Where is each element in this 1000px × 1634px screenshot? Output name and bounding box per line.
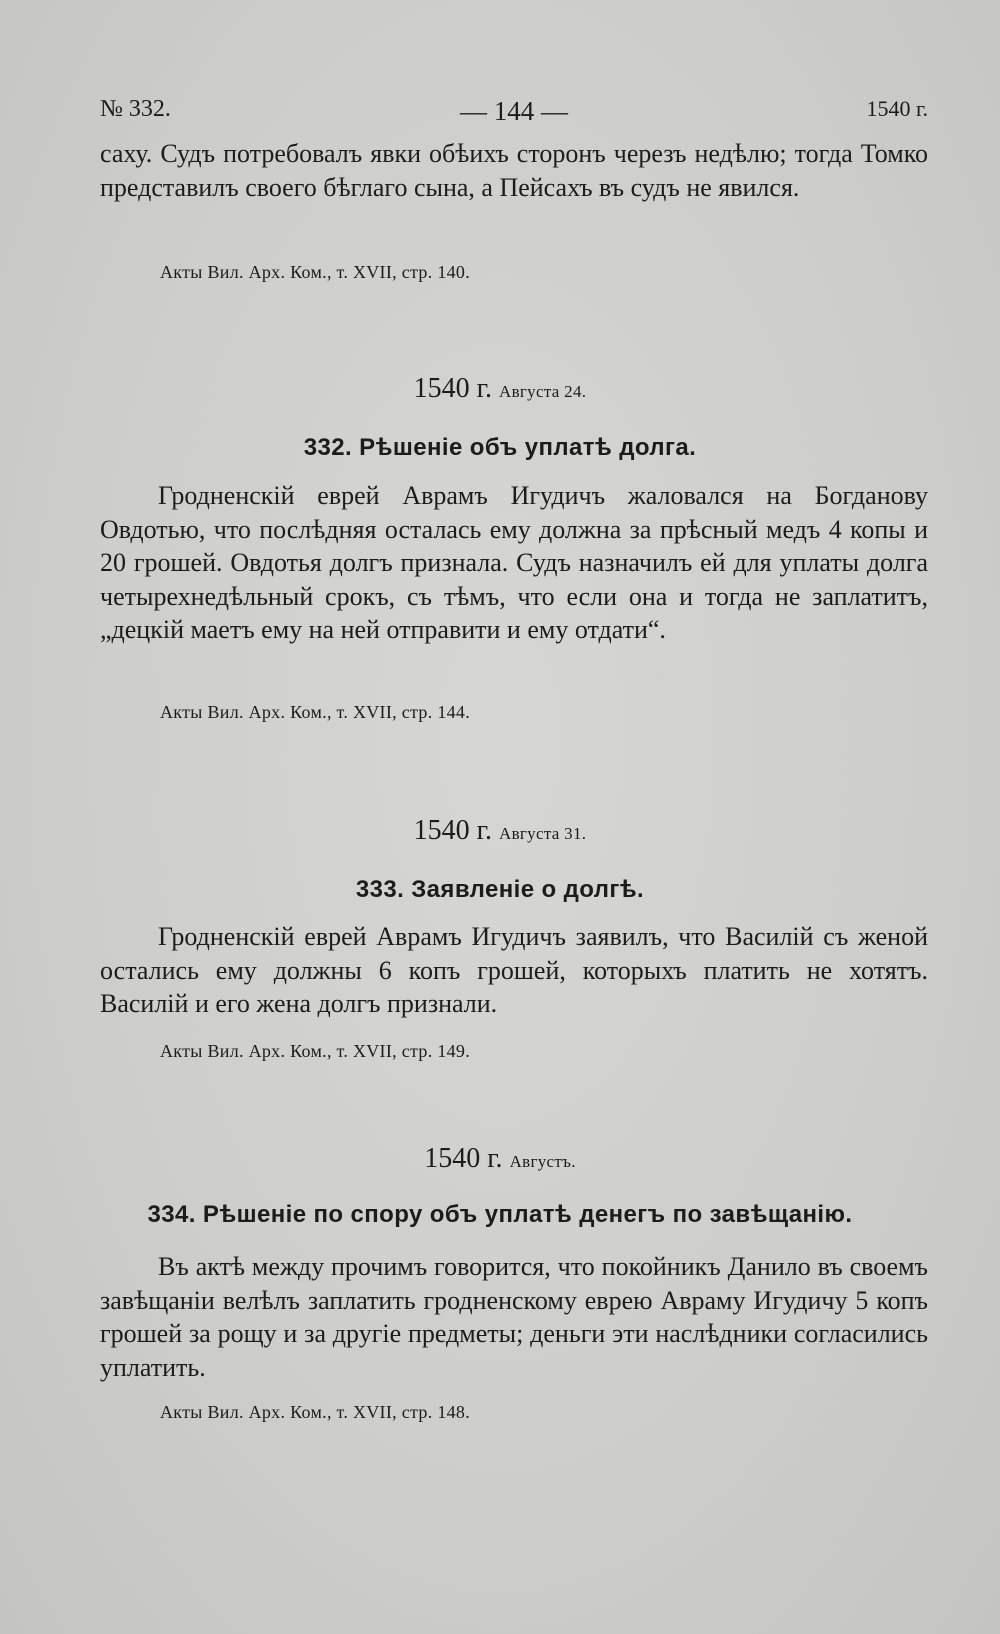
entry-paragraph: Въ актѣ между прочимъ говорится, что покойникъ Данило въ своемъ завѣщаніи велѣлъ заплатить гродненскому еврею Авраму Игудичу 5 копъ грошей за рощу и за другіе предметы; деньги эти наслѣдники согласились уплатить. [100, 1252, 928, 1382]
entry-date-year: 1540 г. [413, 373, 492, 404]
entry-date [0, 1143, 1000, 1175]
entry-title: 334. Рѣшеніе по спору объ уплатѣ денегъ по завѣщанію. [147, 1201, 853, 1228]
entry-title: 332. Рѣшеніе объ уплатѣ долга. [303, 434, 697, 461]
entry-date-year: 1540 г. [413, 815, 492, 846]
entry-title: 333. Заявленіе о долгѣ. [355, 876, 645, 903]
entry-reference: Акты Вил. Арх. Ком., т. XVII, стр. 144. [160, 702, 471, 722]
entry-reference: Акты Вил. Арх. Ком., т. XVII, стр. 148. [160, 1402, 471, 1422]
document-number: № 332. [100, 96, 171, 122]
continuation-reference: Акты Вил. Арх. Ком., т. XVII, стр. 140. [160, 262, 471, 282]
continuation-paragraph: саху. Судъ потребовалъ явки обѣихъ сторонъ черезъ недѣлю; тогда Томко представилъ своего бѣглаго сына, а Пейсахъ въ судъ не явился. [100, 139, 928, 202]
entry-date-month: Августъ. [509, 1152, 576, 1171]
entry-paragraph: Гродненскій еврей Аврамъ Игудичъ жаловался на Богданову Овдотью, что послѣдняя осталась ему должна за прѣсный медъ 4 копы и 20 грошей. Овдотья долгъ признала. Судъ назначилъ ей для уплаты долга четырехнедѣльный срокъ, съ тѣмъ, что если она и тогда не заплатитъ, „децкій маетъ ему на ней отправити и ему отдати“. [100, 481, 928, 644]
entry-date-month: Августа 31. [499, 824, 587, 843]
entry-paragraph: Гродненскій еврей Аврамъ Игудичъ заявилъ, что Василій съ женой остались ему должны 6 копъ грошей, которыхъ платить не хотятъ. Василій и его жена долгъ признали. [100, 922, 928, 1018]
page-number: — 144 — [460, 96, 568, 126]
entry-date [0, 815, 1000, 847]
entry-reference: Акты Вил. Арх. Ком., т. XVII, стр. 149. [160, 1041, 471, 1061]
entry-date-month: Августа 24. [499, 382, 587, 401]
page-header [100, 96, 928, 136]
header-year: 1540 г. [866, 96, 928, 121]
entry-date-year: 1540 г. [424, 1143, 503, 1174]
entry-date [0, 373, 1000, 405]
